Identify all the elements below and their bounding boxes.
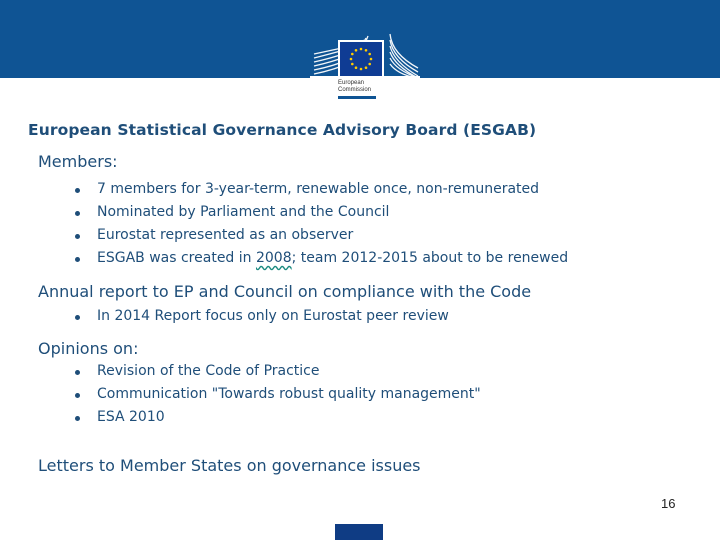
list-item: In 2014 Report focus only on Eurostat peer review xyxy=(70,305,449,328)
slide-title: European Statistical Governance Advisory Board (ESGAB) xyxy=(28,121,537,139)
footer-bar xyxy=(335,524,383,540)
members-list xyxy=(70,178,568,270)
section-heading-letters: Letters to Member States on governance issues xyxy=(38,456,421,475)
list-item: 7 members for 3-year-term, renewable once, non-remunerated xyxy=(70,178,568,201)
list-item: Eurostat represented as an observer xyxy=(70,224,568,247)
logo-text-line1: European xyxy=(338,80,365,86)
list-item-text-after: ; team 2012-2015 about to be renewed xyxy=(291,250,569,266)
list-item: Communication "Towards robust quality management" xyxy=(70,383,481,406)
list-item xyxy=(70,247,568,270)
section-heading-members: Members: xyxy=(38,152,118,171)
list-item-text-before: ESGAB was created in xyxy=(97,250,256,266)
opinions-list xyxy=(70,360,481,429)
page-number: 16 xyxy=(661,496,676,511)
annual-report-list xyxy=(70,305,449,328)
logo-underline-bar xyxy=(338,96,376,99)
section-heading-opinions: Opinions on: xyxy=(38,339,139,358)
proofing-marked-year: 2008 xyxy=(255,250,292,266)
logo-text xyxy=(338,80,398,94)
logo-text-line2: Commission xyxy=(338,87,372,93)
section-heading-annual-report: Annual report to EP and Council on compliance with the Code xyxy=(38,282,532,301)
list-item: Revision of the Code of Practice xyxy=(70,360,481,383)
list-item: Nominated by Parliament and the Council xyxy=(70,201,568,224)
list-item: ESA 2010 xyxy=(70,406,481,429)
